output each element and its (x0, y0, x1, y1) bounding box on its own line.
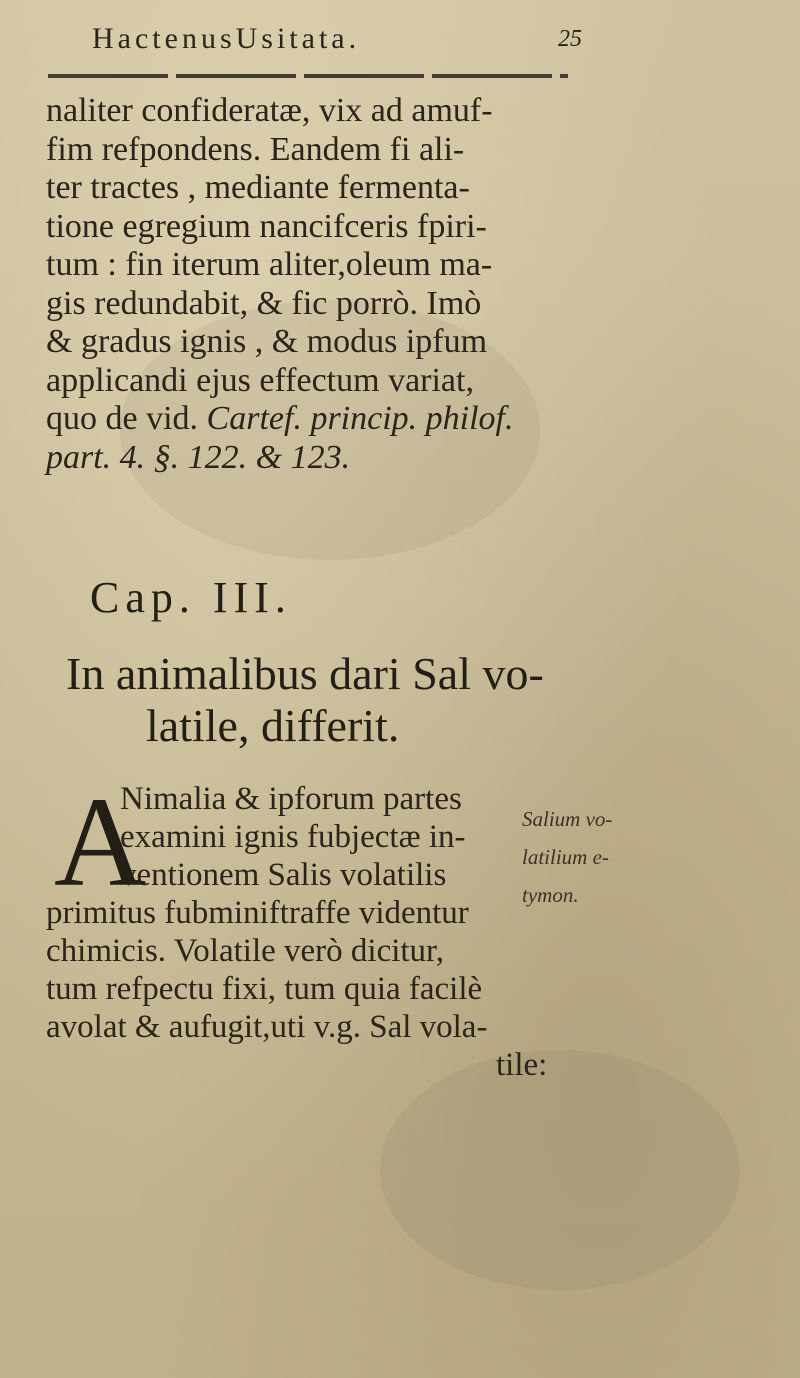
header-rule (48, 74, 568, 78)
page-number: 25 (558, 26, 582, 52)
text-line: avolat & aufugit,uti v.g. Sal vola- (46, 1009, 488, 1045)
text-line: naliter confideratæ, vix ad amuf- (46, 92, 493, 129)
chapter-title-line: In animalibus dari Sal vo- (66, 648, 544, 699)
text-line: fim refpondens. Eandem fi ali- (46, 130, 465, 168)
text-line: gis redundabit, & fic porrò. Imò (46, 284, 482, 322)
text-line: tione egregium nancifceris fpiri- (46, 207, 487, 245)
chapter-title (66, 648, 626, 752)
marginal-note (522, 800, 752, 914)
text-line: Nimalia & ipforum partes (120, 781, 462, 817)
text-line: applicandi ejus effectum variat, (46, 361, 474, 399)
drop-cap: A (54, 771, 147, 913)
marginal-note-line: Salium vo- (522, 807, 613, 831)
citation: part. 4. §. 122. & 123. (46, 438, 351, 476)
text-line: tum : fin iterum aliter,oleum ma- (46, 246, 493, 283)
chapter-number: Cap. III. (90, 573, 292, 622)
text-line: chimicis. Volatile verò dicitur, (46, 933, 444, 969)
marginal-note-line: tymon. (522, 883, 579, 907)
citation: Cartef. princip. philof. (206, 400, 514, 437)
running-head (92, 14, 582, 62)
paper-stain (380, 1050, 740, 1290)
chapter-title-line: latile, differit. (146, 700, 400, 751)
text-line: tum refpectu fixi, tum quia facilè (46, 971, 483, 1007)
text-fragment: quo de vid. (46, 400, 199, 437)
text-line (46, 400, 586, 439)
running-title: HactenusUsitata. (92, 22, 361, 55)
paragraph-1 (46, 92, 586, 477)
text-line (46, 439, 586, 478)
text-line: ventionem Salis volatilis (120, 857, 447, 893)
text-line: examini ignis fubjectæ in- (120, 819, 466, 855)
text-line: & gradus ignis , & modus ipfum (46, 323, 488, 360)
marginal-note-line: latilium e- (522, 845, 609, 869)
catchword: tile: (496, 1047, 548, 1083)
text-line: primitus fubminiftraffe videntur (46, 895, 469, 931)
text-line: ter tractes , mediante fermenta- (46, 169, 470, 206)
